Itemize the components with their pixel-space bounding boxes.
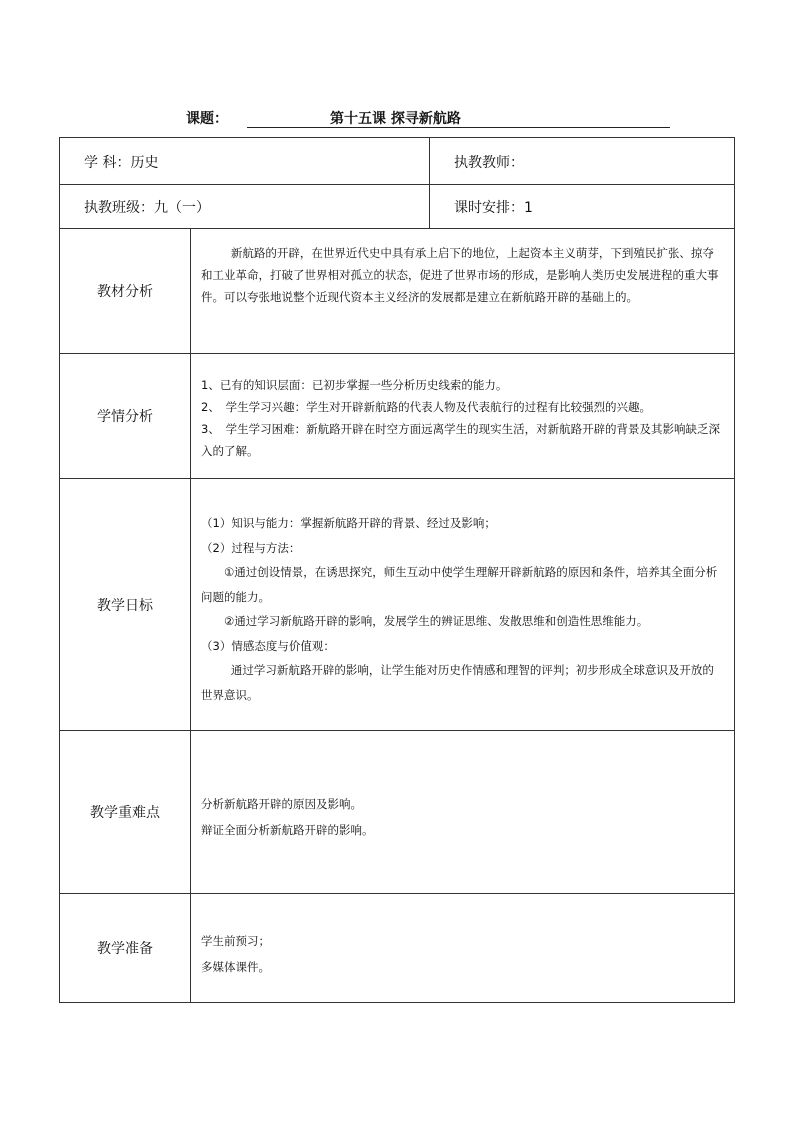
goals-row xyxy=(60,479,734,731)
subject-text: 学 科：历史 xyxy=(84,155,159,171)
teacher-text: 执教教师： xyxy=(454,155,524,171)
goals-label: 教学日标 xyxy=(97,597,153,614)
material-text: 新航路的开辟，在世界近代史中具有承上启下的地位，上起资本主义萌芽，下到殖民扩张、掠夺和工业革命，打破了世界相对孤立的状态，促进了世界市场的形成，是影响人类历史发展进程的重大事件。可以夸张地说整个近现代资本主义经济的发展都是建立在新航路开辟的基础上的。 xyxy=(201,246,719,304)
keypoint-1: 分析新航路开辟的原因及影响。 xyxy=(201,797,362,811)
lesson-title-line xyxy=(0,106,794,130)
material-label: 教材分析 xyxy=(97,284,153,300)
goal-attitude-1: 通过学习新航路开辟的影响，让学生能对历史作情感和理智的评判；初步形成全球意识及开放的世界意识。 xyxy=(201,663,714,702)
keypoint-2: 辩证全面分析新航路开辟的影响。 xyxy=(201,823,374,837)
keypoints-content xyxy=(190,731,734,893)
material-content xyxy=(190,229,734,353)
teacher-cell xyxy=(429,138,734,184)
class-cell xyxy=(60,185,429,228)
info-row-2 xyxy=(60,185,734,229)
prep-1: 学生前预习； xyxy=(201,934,270,948)
prep-row xyxy=(60,894,734,1002)
prep-2: 多媒体课件。 xyxy=(201,960,270,974)
students-line-1: 1、已有的知识层面：已初步掌握一些分析历史线索的能力。 xyxy=(201,378,508,392)
goals-content xyxy=(190,479,734,730)
goal-process-2: ②通过学习新航路开辟的影响，发展学生的辨证思维、发散思维和创造性思维能力。 xyxy=(224,614,649,628)
prep-label: 教学准备 xyxy=(97,941,153,957)
students-row xyxy=(60,354,734,479)
goal-knowledge: （1）知识与能力：掌握新航路开辟的背景、经过及影响； xyxy=(201,516,496,530)
lesson-title-label: 课题： xyxy=(186,111,228,127)
goal-attitude: （3）情感态度与价值观： xyxy=(201,638,335,653)
students-label: 学情分析 xyxy=(97,409,153,425)
goal-process: （2）过程与方法： xyxy=(201,540,301,555)
hours-text: 课时安排：1 xyxy=(454,200,533,216)
info-row-1 xyxy=(60,138,734,185)
students-content xyxy=(190,354,734,478)
keypoints-label: 教学重难点 xyxy=(90,805,160,821)
lesson-title: 第十五课 探寻新航路 xyxy=(330,111,461,127)
students-line-3: 3、 学生学习困难：新航路开辟在时空方面远离学生的现实生活，对新航路开辟的背景及其影响缺乏深入的了解。 xyxy=(201,422,721,458)
goal-process-1: ①通过创设情景，在诱思探究，师生互动中使学生理解开辟新航路的原因和条件，培养其全面分析问题的能力。 xyxy=(201,565,718,604)
students-line-2: 2、 学生学习兴趣：学生对开辟新航路的代表人物及代表航行的过程有比较强烈的兴趣。 xyxy=(201,400,652,414)
lesson-plan-table xyxy=(59,137,735,1003)
prep-content xyxy=(190,894,734,1002)
hours-cell xyxy=(429,185,734,228)
class-text: 执教班级：九（一） xyxy=(84,200,210,216)
subject-cell xyxy=(60,138,429,184)
keypoints-row xyxy=(60,731,734,894)
material-row xyxy=(60,229,734,354)
